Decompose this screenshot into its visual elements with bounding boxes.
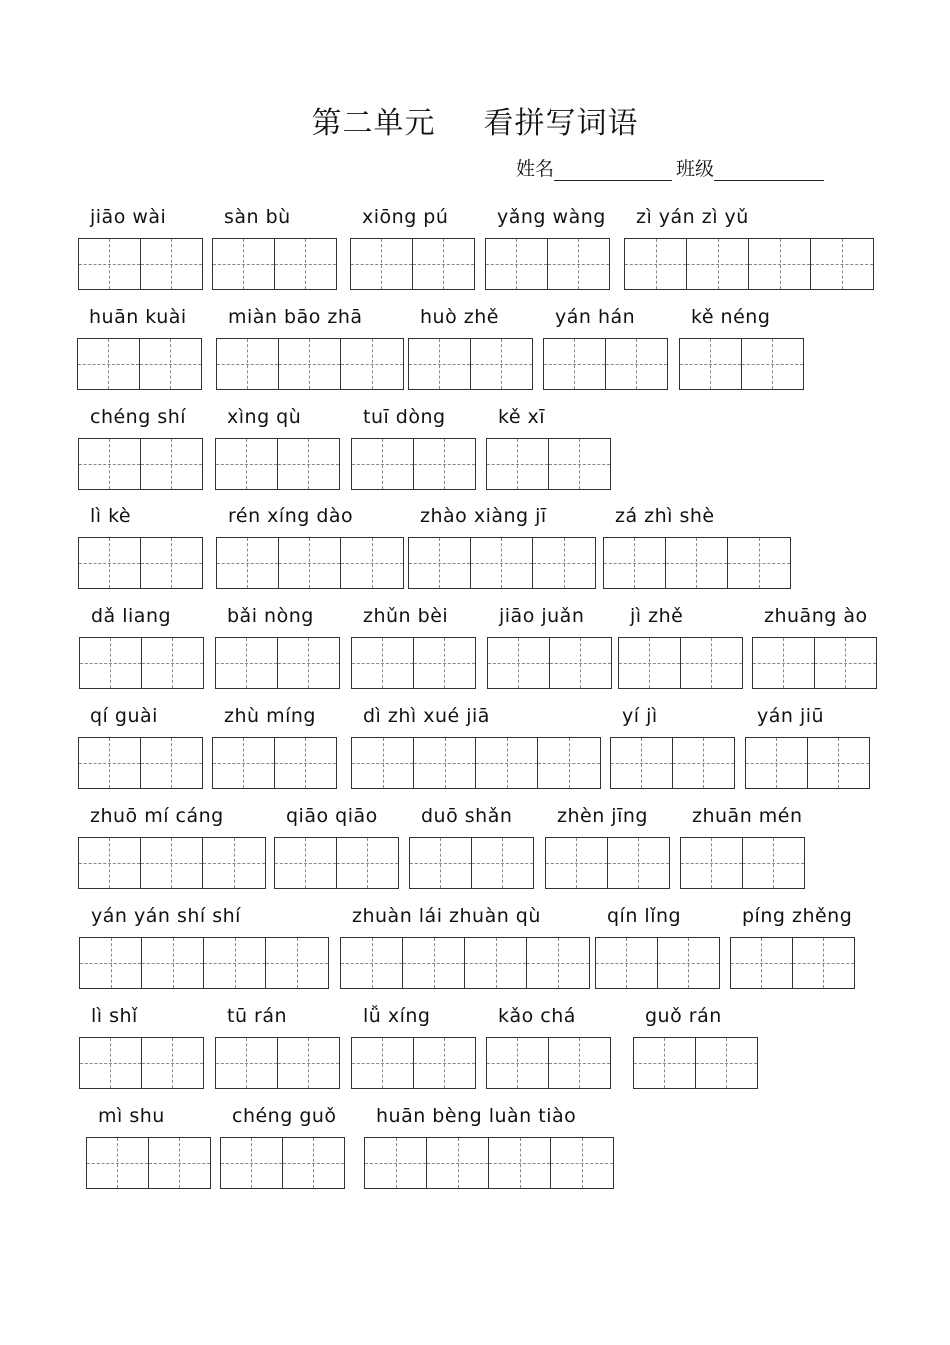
pinyin-label: lì kè (90, 505, 132, 527)
character-cell[interactable] (471, 538, 533, 588)
character-cell[interactable] (687, 239, 749, 289)
pinyin-label: duō shǎn (421, 805, 513, 827)
writing-box[interactable] (78, 438, 203, 490)
character-cell[interactable] (142, 938, 204, 988)
title-label: 看拼写词语 (483, 106, 639, 141)
character-cell[interactable] (696, 1038, 757, 1088)
pinyin-label: tuī dòng (363, 406, 446, 428)
character-cell[interactable] (549, 439, 610, 489)
character-cell[interactable] (141, 439, 202, 489)
writing-box[interactable] (79, 937, 329, 989)
character-cell[interactable] (365, 1138, 427, 1188)
writing-box[interactable] (486, 1037, 611, 1089)
pinyin-label: qiāo qiāo (286, 805, 378, 827)
character-cell[interactable] (681, 638, 742, 688)
writing-box[interactable] (752, 637, 877, 689)
writing-box[interactable] (408, 537, 596, 589)
character-cell[interactable] (149, 1138, 210, 1188)
character-cell[interactable] (275, 738, 336, 788)
pinyin-label: huò zhě (420, 306, 499, 328)
character-cell[interactable] (79, 738, 141, 788)
character-cell[interactable] (488, 638, 550, 688)
writing-box[interactable] (77, 338, 202, 390)
writing-box[interactable] (79, 637, 204, 689)
pinyin-label: kǎo chá (498, 1005, 576, 1027)
writing-box[interactable] (364, 1137, 614, 1189)
character-cell[interactable] (549, 1038, 610, 1088)
character-cell[interactable] (78, 339, 140, 389)
writing-box[interactable] (610, 737, 735, 789)
writing-box[interactable] (216, 537, 404, 589)
character-cell[interactable] (352, 1038, 414, 1088)
character-cell[interactable] (337, 838, 398, 888)
character-cell[interactable] (213, 738, 275, 788)
writing-box[interactable] (680, 837, 805, 889)
character-cell[interactable] (489, 1138, 551, 1188)
character-cell[interactable] (80, 1038, 142, 1088)
pinyin-label: chéng guǒ (232, 1105, 337, 1127)
pinyin-label: jiāo juǎn (499, 605, 585, 627)
pinyin-label: zhuāng ào (764, 605, 868, 627)
character-cell[interactable] (465, 938, 527, 988)
character-cell[interactable] (87, 1138, 149, 1188)
pinyin-label: zhù míng (224, 705, 316, 727)
character-cell[interactable] (414, 638, 475, 688)
character-cell[interactable] (808, 738, 869, 788)
class-blank[interactable] (714, 158, 824, 181)
character-cell[interactable] (79, 838, 141, 888)
character-cell[interactable] (213, 239, 275, 289)
character-cell[interactable] (608, 838, 669, 888)
writing-box[interactable] (409, 837, 534, 889)
writing-box[interactable] (79, 1037, 204, 1089)
writing-box[interactable] (595, 937, 720, 989)
character-cell[interactable] (596, 938, 658, 988)
character-cell[interactable] (546, 838, 608, 888)
character-cell[interactable] (611, 738, 673, 788)
pinyin-label: zhuān mén (692, 805, 803, 827)
pinyin-label: lì shǐ (91, 1005, 138, 1027)
character-cell[interactable] (681, 838, 743, 888)
character-cell[interactable] (486, 239, 548, 289)
character-cell[interactable] (427, 1138, 489, 1188)
writing-box[interactable] (485, 238, 610, 290)
pinyin-label: yán jiū (757, 705, 825, 727)
writing-box[interactable] (78, 238, 203, 290)
pinyin-label: lǚ xíng (363, 1005, 431, 1027)
pinyin-label: píng zhěng (742, 905, 853, 927)
writing-box[interactable] (545, 837, 670, 889)
name-label: 姓名 (516, 158, 555, 180)
character-cell[interactable] (551, 1138, 613, 1188)
writing-box[interactable] (745, 737, 870, 789)
pinyin-label: qí guài (90, 705, 158, 727)
character-cell[interactable] (414, 1038, 475, 1088)
character-cell[interactable] (604, 538, 666, 588)
pinyin-label: dǎ liang (91, 605, 172, 627)
character-cell[interactable] (278, 1038, 339, 1088)
writing-box[interactable] (212, 737, 337, 789)
pinyin-label: zhǔn bèi (363, 605, 449, 627)
writing-box[interactable] (408, 338, 533, 390)
pinyin-label: yán yán shí shí (91, 905, 241, 927)
worksheet-title (0, 98, 950, 142)
character-cell[interactable] (352, 638, 414, 688)
pinyin-label: zhèn jīng (557, 805, 648, 827)
character-cell[interactable] (606, 339, 667, 389)
character-cell[interactable] (680, 339, 742, 389)
character-cell[interactable] (533, 538, 595, 588)
pinyin-label: guǒ rán (645, 1005, 722, 1027)
character-cell[interactable] (142, 638, 203, 688)
writing-box[interactable] (679, 338, 804, 390)
writing-box[interactable] (486, 438, 611, 490)
character-cell[interactable] (141, 239, 202, 289)
character-cell[interactable] (742, 339, 803, 389)
character-cell[interactable] (403, 938, 465, 988)
writing-box[interactable] (603, 537, 791, 589)
character-cell[interactable] (728, 538, 790, 588)
writing-box[interactable] (351, 438, 476, 490)
character-cell[interactable] (743, 838, 804, 888)
character-cell[interactable] (341, 938, 403, 988)
character-cell[interactable] (753, 638, 815, 688)
pinyin-label: dì zhì xué jiā (363, 705, 490, 727)
character-cell[interactable] (487, 1038, 549, 1088)
pinyin-label: yǎng wàng (497, 206, 606, 228)
class-label: 班级 (676, 158, 715, 180)
character-cell[interactable] (544, 339, 606, 389)
character-cell[interactable] (140, 339, 201, 389)
character-cell[interactable] (634, 1038, 696, 1088)
pinyin-label: yí jì (622, 705, 658, 727)
character-cell[interactable] (216, 638, 278, 688)
character-cell[interactable] (216, 439, 278, 489)
pinyin-label: zhuàn lái zhuàn qù (352, 905, 541, 927)
character-cell[interactable] (141, 738, 202, 788)
pinyin-label: zì yán zì yǔ (636, 206, 749, 228)
writing-box[interactable] (215, 637, 340, 689)
character-cell[interactable] (414, 738, 476, 788)
character-cell[interactable] (275, 239, 336, 289)
character-cell[interactable] (141, 538, 202, 588)
character-cell[interactable] (793, 938, 854, 988)
pinyin-label: zá zhì shè (615, 505, 715, 527)
character-cell[interactable] (658, 938, 719, 988)
character-cell[interactable] (731, 938, 793, 988)
pinyin-label: jiāo wài (90, 206, 167, 228)
character-cell[interactable] (471, 339, 532, 389)
character-cell[interactable] (79, 538, 141, 588)
character-cell[interactable] (352, 439, 414, 489)
character-cell[interactable] (625, 239, 687, 289)
writing-box[interactable] (618, 637, 743, 689)
writing-box[interactable] (340, 937, 590, 989)
character-cell[interactable] (352, 738, 414, 788)
character-cell[interactable] (278, 638, 339, 688)
character-cell[interactable] (217, 538, 279, 588)
writing-box[interactable] (86, 1137, 211, 1189)
character-cell[interactable] (673, 738, 734, 788)
pinyin-label: qín lǐng (607, 905, 682, 927)
character-cell[interactable] (141, 838, 203, 888)
pinyin-label: huān bèng luàn tiào (376, 1105, 577, 1127)
character-cell[interactable] (619, 638, 681, 688)
pinyin-label: miàn bāo zhā (228, 306, 363, 328)
character-cell[interactable] (278, 439, 339, 489)
character-cell[interactable] (221, 1138, 283, 1188)
character-cell[interactable] (409, 339, 471, 389)
character-cell[interactable] (279, 339, 341, 389)
character-cell[interactable] (413, 239, 474, 289)
writing-box[interactable] (487, 637, 612, 689)
writing-box[interactable] (78, 837, 266, 889)
writing-box[interactable] (633, 1037, 758, 1089)
character-cell[interactable] (548, 239, 609, 289)
pinyin-label: zhuō mí cáng (90, 805, 224, 827)
character-cell[interactable] (472, 838, 533, 888)
character-cell[interactable] (414, 439, 475, 489)
writing-box[interactable] (78, 537, 203, 589)
character-cell[interactable] (279, 538, 341, 588)
pinyin-label: yán hán (555, 306, 636, 328)
character-cell[interactable] (409, 538, 471, 588)
character-cell[interactable] (749, 239, 811, 289)
writing-box[interactable] (216, 338, 404, 390)
character-cell[interactable] (203, 838, 265, 888)
pinyin-label: kě xī (498, 406, 546, 428)
writing-box[interactable] (543, 338, 668, 390)
writing-box[interactable] (78, 737, 203, 789)
pinyin-label: mì shu (98, 1105, 165, 1127)
character-cell[interactable] (527, 938, 589, 988)
writing-box[interactable] (212, 238, 337, 290)
pinyin-label: chéng shí (90, 406, 187, 428)
character-cell[interactable] (275, 838, 337, 888)
character-cell[interactable] (79, 439, 141, 489)
character-cell[interactable] (283, 1138, 344, 1188)
character-cell[interactable] (351, 239, 413, 289)
character-cell[interactable] (216, 1038, 278, 1088)
name-blank[interactable] (554, 158, 672, 181)
character-cell[interactable] (217, 339, 279, 389)
character-cell[interactable] (666, 538, 728, 588)
character-cell[interactable] (341, 339, 403, 389)
character-cell[interactable] (487, 439, 549, 489)
character-cell[interactable] (410, 838, 472, 888)
writing-box[interactable] (351, 637, 476, 689)
pinyin-label: tū rán (227, 1005, 288, 1027)
character-cell[interactable] (80, 938, 142, 988)
character-cell[interactable] (79, 239, 141, 289)
character-cell[interactable] (811, 239, 873, 289)
character-cell[interactable] (815, 638, 876, 688)
pinyin-label: xìng qù (227, 406, 302, 428)
writing-box[interactable] (730, 937, 855, 989)
pinyin-label: bǎi nòng (227, 605, 314, 627)
writing-box[interactable] (351, 1037, 476, 1089)
writing-box[interactable] (215, 1037, 340, 1089)
pinyin-label: xiōng pú (362, 206, 449, 228)
pinyin-label: zhào xiàng jī (420, 505, 547, 527)
character-cell[interactable] (341, 538, 403, 588)
character-cell[interactable] (142, 1038, 203, 1088)
writing-box[interactable] (220, 1137, 345, 1189)
unit-label: 第二单元 (311, 106, 436, 141)
student-info (516, 154, 828, 181)
pinyin-label: kě néng (691, 306, 771, 328)
character-cell[interactable] (476, 738, 538, 788)
writing-box[interactable] (215, 438, 340, 490)
character-cell[interactable] (550, 638, 611, 688)
pinyin-label: huān kuài (89, 306, 187, 328)
writing-box[interactable] (350, 238, 475, 290)
character-cell[interactable] (266, 938, 328, 988)
character-cell[interactable] (80, 638, 142, 688)
character-cell[interactable] (538, 738, 600, 788)
character-cell[interactable] (746, 738, 808, 788)
character-cell[interactable] (204, 938, 266, 988)
writing-box[interactable] (351, 737, 601, 789)
writing-box[interactable] (624, 238, 874, 290)
pinyin-label: jì zhě (630, 605, 684, 627)
pinyin-label: rén xíng dào (228, 505, 354, 527)
pinyin-label: sàn bù (224, 206, 291, 228)
writing-box[interactable] (274, 837, 399, 889)
